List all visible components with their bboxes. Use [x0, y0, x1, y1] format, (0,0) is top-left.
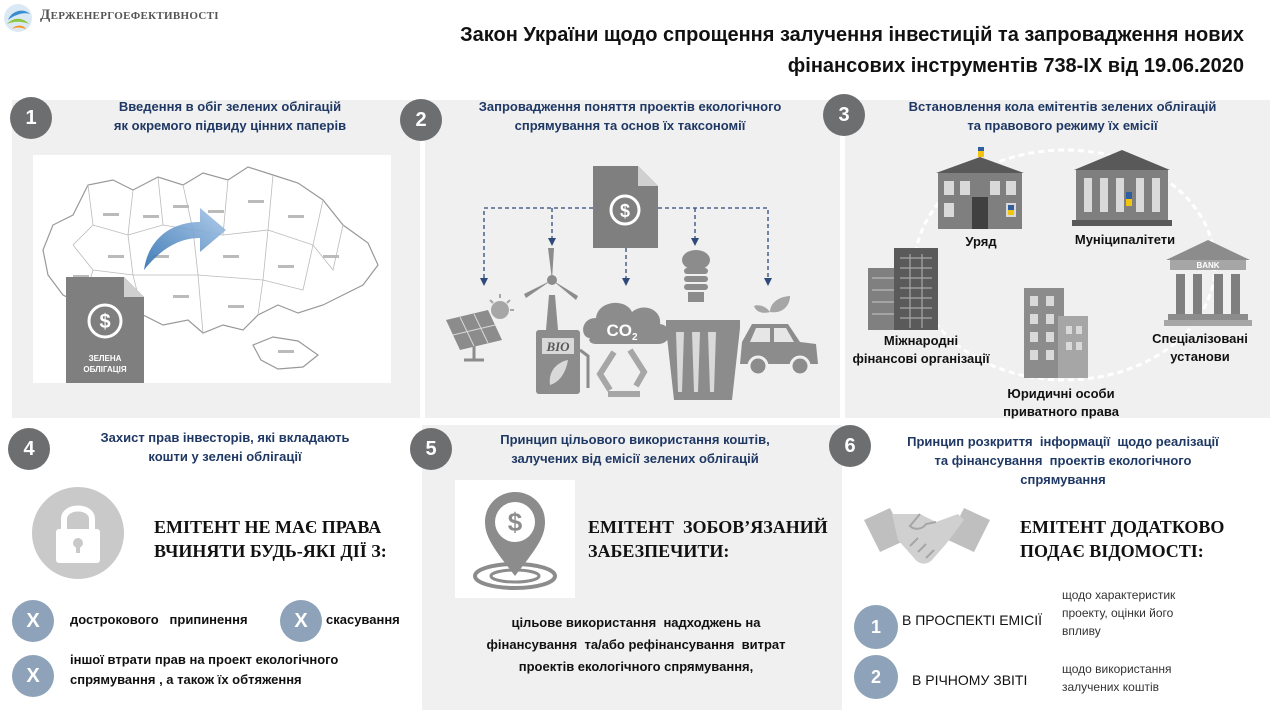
bio-fuel-icon [536, 330, 588, 394]
bank-sign: BANK [1196, 261, 1220, 270]
panel-6-title-line1: Принцип розкриття інформації щодо реалізації [907, 434, 1219, 449]
panel-4-title-line1: Захист прав інвесторів, які вкладають [100, 430, 350, 445]
green-bond-label [66, 353, 144, 375]
panel-6-title-line3: спрямування [1020, 472, 1106, 487]
dollar-document-icon [593, 166, 658, 248]
logo [2, 2, 34, 34]
issuer-government: Уряд [965, 234, 997, 249]
disclosure-desc-2 [1062, 660, 1171, 696]
lock-icon [30, 485, 126, 581]
disclosure-label-2: В РІЧНОМУ ЗВІТІ [912, 672, 1028, 688]
panel-1-title-line1: Введення в обіг зелених облігацій [118, 99, 342, 114]
skyscraper-icon [866, 244, 942, 330]
co2-cloud-icon [583, 303, 669, 344]
x-mark-other: X [12, 655, 54, 697]
government-building-icon [932, 143, 1028, 233]
green-bond-document [66, 277, 144, 383]
panel-2-title [445, 97, 815, 135]
location-dollar-icon [455, 480, 575, 598]
disclosure-desc-1 [1062, 586, 1175, 640]
disclosure-desc-2-line1: щодо використання [1062, 662, 1172, 676]
lamp-icon [682, 250, 710, 302]
panel-5-body-line3: проектів екологічного спрямування, [518, 659, 754, 674]
panel-3-title [875, 97, 1250, 135]
panel-4-title-line2: кошти у зелені облігації [148, 449, 302, 464]
panel-6-heading-line2: ПОДАЄ ВІДОМОСТІ: [1020, 541, 1204, 561]
panel-1-number: 1 [10, 97, 52, 139]
green-bond-label-line1: ЗЕЛЕНА [88, 354, 122, 363]
panel-2-title-line2: спрямування та основ їх таксономії [514, 118, 746, 133]
panel-2-number: 2 [400, 99, 442, 141]
issuer-special-line1: Спеціалізовані [1152, 331, 1248, 346]
solar-panel-icon [446, 294, 514, 360]
panel-5-number: 5 [410, 428, 452, 470]
logo-icon [2, 2, 34, 34]
panel-5-title [455, 430, 815, 468]
disclosure-number-1: 1 [854, 605, 898, 649]
office-building-icon [1018, 286, 1092, 378]
disclosure-label-1: В ПРОСПЕКТІ ЕМІСІЇ [902, 612, 1042, 628]
bank-icon [1162, 236, 1254, 328]
panel-6-heading-line1: ЕМІТЕНТ ДОДАТКОВО [1020, 517, 1225, 537]
item-cancellation: скасування [326, 612, 400, 627]
handshake-icon [862, 500, 992, 582]
panel-6-number: 6 [829, 425, 871, 467]
x-mark-cancel: X [280, 600, 322, 642]
item-other-loss-line1: іншої втрати прав на проект екологічного [70, 652, 339, 667]
panel-4-heading-line1: ЕМІТЕНТ НЕ МАЄ ПРАВА [154, 517, 382, 537]
page-title [244, 20, 1244, 82]
project-types-diagram [440, 160, 830, 400]
municipality-building-icon [1070, 146, 1174, 226]
svg-text:$: $ [507, 507, 523, 537]
disclosure-desc-2-line2: залучених коштів [1062, 680, 1159, 694]
panel-5-body-line1: цільове використання надходжень на [511, 615, 761, 630]
issuer-international-line2: фінансові організації [852, 351, 990, 366]
panel-6-title-line2: та фінансування проектів екологічного [934, 453, 1192, 468]
disclosure-desc-1-line1: щодо характеристик [1062, 588, 1176, 602]
panel-4-title [55, 428, 395, 466]
panel-5-heading-line2: ЗАБЕЗПЕЧИТИ: [588, 541, 730, 561]
x-mark-early: X [12, 600, 54, 642]
issuer-municipalities: Муніципалітети [1074, 232, 1176, 247]
issuer-special-line2: установи [1170, 349, 1230, 364]
issuer-special [1130, 330, 1270, 366]
panel-4-heading [154, 515, 414, 563]
panel-4-number: 4 [8, 428, 50, 470]
issuer-private [986, 385, 1136, 421]
item-other-loss [70, 650, 338, 690]
issuer-international-line1: Міжнародні [883, 333, 959, 348]
wind-turbine-icon [524, 248, 578, 330]
disclosure-number-2: 2 [854, 655, 898, 699]
panel-2-title-line1: Запровадження поняття проектів екологічного [478, 99, 782, 114]
co2-subscript: 2 [631, 332, 638, 343]
panel-6-title [878, 432, 1248, 489]
panel-5-title-line2: залучених від емісії зелених облігацій [511, 451, 759, 466]
disclosure-desc-1-line3: впливу [1062, 624, 1101, 638]
panel-1-title [60, 97, 400, 135]
panel-3-number: 3 [823, 94, 865, 136]
issuer-private-line1: Юридичні особи [1007, 386, 1115, 401]
panel-5-title-line1: Принцип цільового використання коштів, [500, 432, 770, 447]
panel-3-title-line1: Встановлення кола емітентів зелених облігацій [908, 99, 1217, 114]
logo-text: Держенергоефективності [40, 7, 219, 23]
disclosure-desc-1-line2: проекту, оцінки його [1062, 606, 1174, 620]
recycle-icon [600, 350, 644, 394]
page-title-line2: фінансових інструментів 738-ІХ від 19.06.2020 [787, 55, 1244, 77]
panel-5-heading-line1: ЕМІТЕНТ ЗОБОВ’ЯЗАНИЙ [588, 517, 828, 537]
bio-label: BIO [546, 339, 570, 354]
svg-text:$: $ [619, 201, 631, 221]
panel-6-heading [1020, 515, 1260, 563]
panel-4-heading-line2: ВЧИНЯТИ БУДЬ-ЯКІ ДІЇ З: [154, 541, 387, 561]
svg-text:$: $ [99, 311, 111, 333]
panel-5-heading [588, 515, 842, 563]
green-bond-label-line2: ОБЛІГАЦІЯ [83, 365, 127, 374]
panel-3-title-line2: та правового режиму їх емісії [967, 118, 1158, 133]
co2-text: CO [606, 321, 632, 340]
dam-icon [666, 320, 740, 400]
panel-1-title-line2: як окремого підвиду цінних паперів [113, 118, 347, 133]
page-title-line1: Закон України щодо спрощення залучення інвестицій та запровадження нових [460, 24, 1244, 46]
item-other-loss-line2: спрямування , а також їх обтяження [70, 672, 302, 687]
panel-5-body-line2: фінансування та/або рефінансування витрат [486, 637, 786, 652]
arrow-icon [140, 200, 230, 275]
panel-5-body [446, 612, 826, 678]
eco-car-icon [740, 296, 818, 375]
item-early-termination: дострокового припинення [70, 612, 248, 627]
issuer-private-line2: приватного права [1003, 404, 1119, 419]
issuer-international [842, 332, 1000, 368]
